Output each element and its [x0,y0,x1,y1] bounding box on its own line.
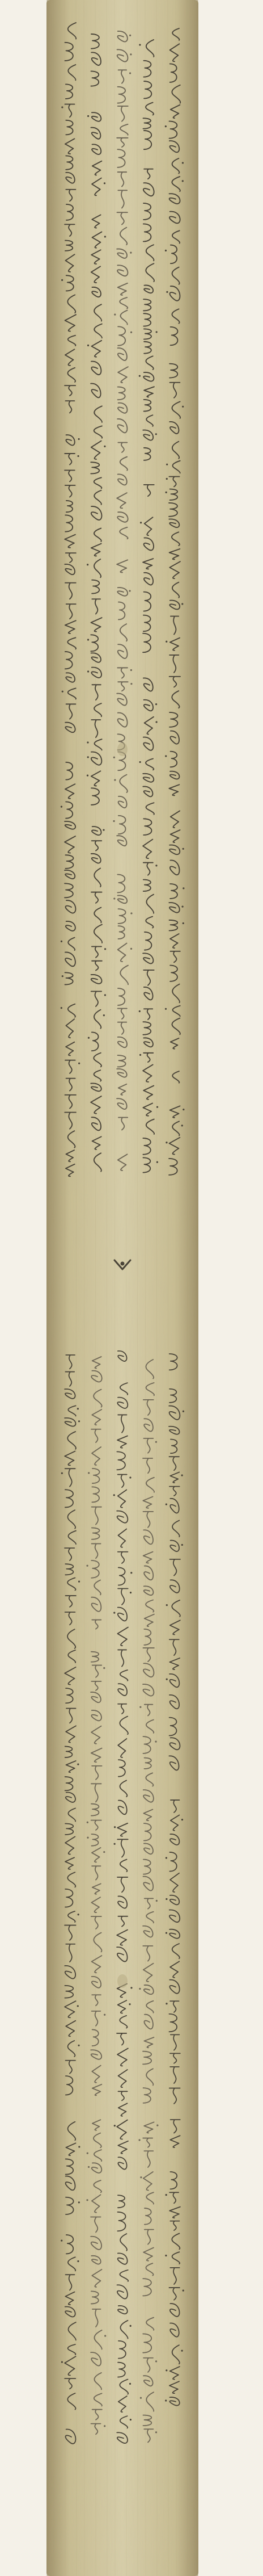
script-diacritic [77,1764,79,1765]
script-diacritic [182,180,184,182]
script-diacritic [166,464,168,465]
script-diacritic [130,252,132,254]
script-diacritic [103,1014,105,1016]
script-diacritic [61,2361,63,2363]
script-diacritic [104,446,105,447]
script-diacritic [87,756,89,758]
script-diacritic [61,941,62,942]
script-diacritic [183,1109,184,1110]
script-diacritic [61,279,63,281]
script-diacritic [130,683,132,685]
script-diacritic [78,438,80,440]
script-diacritic [156,331,158,333]
script-diacritic [165,2399,167,2401]
script-diacritic [166,1604,168,1606]
script-diacritic [166,2194,167,2196]
script-diacritic [87,115,89,117]
script-diacritic [181,2350,183,2352]
script-diacritic [130,1987,132,1988]
script-diacritic [113,757,115,758]
script-diacritic [61,2239,62,2241]
script-diacritic [61,1472,63,1474]
script-diacritic [78,1420,80,1422]
script-diacritic [155,1740,156,1742]
script-diacritic [87,775,88,777]
script-diacritic [155,703,157,705]
script-diacritic [181,603,183,605]
script-diacritic [87,741,88,743]
script-diacritic [139,44,141,45]
script-diacritic [130,2325,132,2327]
script-diacritic [155,721,157,723]
script-diacritic [130,332,132,333]
tie-hole [117,742,128,756]
script-diacritic [103,829,104,831]
script-diacritic [104,236,106,237]
script-diacritic [103,1851,105,1853]
script-diacritic [183,1411,184,1412]
script-diacritic [181,1474,183,1476]
script-diacritic [166,1679,168,1680]
script-diacritic [129,2383,131,2385]
script-diacritic [62,975,63,977]
script-diacritic [103,1667,105,1669]
script-diacritic [155,1441,157,1443]
script-diacritic [104,2335,106,2336]
script-diacritic [113,897,115,899]
script-diacritic [166,492,167,493]
script-diacritic [139,1010,141,1012]
script-diacritic [87,639,89,640]
script-diacritic [156,1900,158,1902]
chevron-dot [121,1262,125,1266]
script-diacritic [130,1572,132,1574]
script-diacritic [156,1106,158,1108]
script-diacritic [77,2005,79,2007]
script-diacritic [166,1932,167,1934]
tie-hole [117,1974,128,1988]
script-diacritic [165,250,167,251]
script-diacritic [77,455,79,457]
script-diacritic [88,1037,90,1039]
script-diacritic [166,478,168,480]
script-diacritic [166,2369,167,2371]
script-diacritic [87,2153,88,2154]
script-diacritic [78,2045,79,2046]
script-diacritic [104,2014,105,2016]
script-diacritic [104,994,106,996]
script-diacritic [104,182,105,184]
script-diacritic [129,35,131,36]
script-diacritic [78,2201,80,2203]
script-diacritic [87,1837,88,1839]
script-diacritic [87,345,89,346]
script-diacritic [130,948,132,950]
script-diacritic [165,755,167,757]
script-diacritic [88,2166,90,2168]
script-diacritic [77,1408,79,1409]
script-diacritic [78,1914,79,1915]
script-diacritic [114,1843,116,1845]
script-diacritic [138,2139,140,2141]
script-diacritic [140,2176,142,2178]
script-diacritic [166,1898,167,1900]
script-diacritic [114,314,116,316]
script-diacritic [129,590,130,591]
script-diacritic [166,1142,167,1143]
script-diacritic [77,2260,79,2262]
script-diacritic [129,2003,130,2005]
script-diacritic [113,1494,115,1496]
script-diacritic [182,162,184,163]
script-diacritic [86,1565,88,1567]
script-diacritic [166,641,167,643]
script-diacritic [104,948,106,950]
script-diacritic [156,1161,158,1163]
script-diacritic [140,522,142,523]
script-diacritic [113,1612,115,1614]
script-diacritic [129,72,131,74]
script-diacritic [140,2397,142,2399]
script-diacritic [62,691,63,693]
script-diacritic [130,669,132,671]
script-diacritic [114,1826,116,1828]
script-diacritic [130,2419,132,2420]
script-diacritic [183,887,184,889]
script-diacritic [113,820,114,822]
script-diacritic [139,1706,141,1708]
script-diacritic [183,2290,184,2292]
script-diacritic [130,53,132,55]
script-diacritic [181,1819,183,1820]
script-diacritic [155,433,157,435]
script-diacritic [139,1988,141,1990]
script-diacritic [166,291,168,293]
script-diacritic [165,2255,167,2256]
script-diacritic [104,2425,105,2427]
script-diacritic [87,670,89,672]
script-diacritic [78,1581,80,1583]
script-diacritic [78,2146,80,2147]
script-diacritic [129,1476,131,1478]
script-diacritic [114,2125,116,2126]
script-diacritic [181,906,183,908]
script-diacritic [166,2003,167,2004]
script-diacritic [155,865,157,866]
script-diacritic [139,1054,141,1056]
script-diacritic [88,1472,90,1474]
script-diacritic [165,125,167,127]
script-diacritic [183,922,184,924]
script-diacritic [165,1008,167,1010]
script-diacritic [181,1125,183,1126]
script-diacritic [139,761,141,763]
script-diacritic [86,2199,88,2201]
script-diacritic [182,406,184,408]
script-diacritic [166,1857,167,1858]
script-diacritic [130,1592,132,1593]
script-diacritic [156,2125,158,2126]
script-diacritic [61,1007,62,1009]
script-diacritic [78,1063,80,1064]
script-diacritic [166,1503,167,1505]
script-diacritic [87,1822,88,1823]
script-diacritic [61,106,63,108]
script-diacritic [139,375,141,377]
script-diacritic [155,2431,157,2433]
script-diacritic [61,806,62,808]
script-diacritic [130,912,132,914]
script-diacritic [114,779,116,781]
script-diacritic [87,564,88,565]
script-diacritic [181,1544,183,1546]
script-diacritic [155,2360,157,2362]
script-diacritic [183,848,184,850]
